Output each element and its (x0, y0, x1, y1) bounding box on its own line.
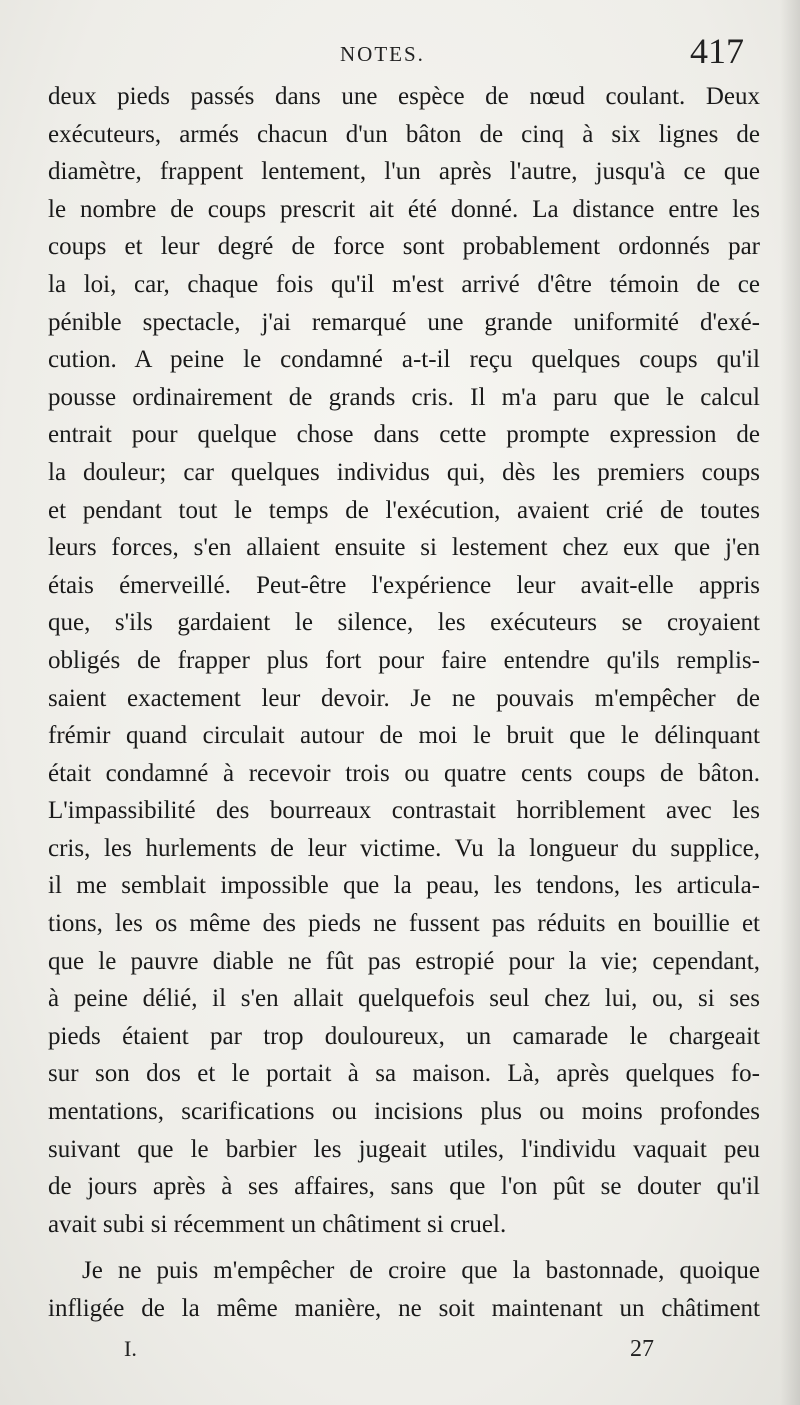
text-line: la douleur; car quelques individus qui, dès les premiers coups (48, 458, 760, 486)
text-line: que le pauvre diable ne fût pas estropié pour la vie; cependant, (48, 947, 760, 975)
gathering-number: 27 (630, 1336, 654, 1362)
text-line: à peine délié, il s'en allait quelquefois seul chez lui, ou, si ses (48, 985, 760, 1013)
text-line: suivant que le barbier les jugeait utiles, l'individu vaquait peu (48, 1135, 760, 1163)
text-line: était condamné à recevoir trois ou quatre cents coups de bâton. (48, 759, 760, 787)
text-line: pénible spectacle, j'ai remarqué une grande uniformité d'exé- (48, 308, 760, 336)
text-line: L'impassibilité des bourreaux contrastait horriblement avec les (48, 797, 760, 825)
text-line: que, s'ils gardaient le silence, les exécuteurs se croyaient (48, 609, 760, 637)
text-line: diamètre, frappent lentement, l'un après l'autre, jusqu'à ce que (48, 158, 760, 186)
running-head: NOTES. (340, 42, 425, 66)
text-line: tions, les os même des pieds ne fussent pas réduits en bouillie et (48, 910, 760, 938)
text-line: pieds étaient par trop douloureux, un camarade le chargeait (48, 1022, 760, 1050)
page-edge-shadow (780, 0, 800, 1405)
text-line: obligés de frapper plus fort pour faire entendre qu'ils remplis- (48, 646, 760, 674)
text-line: et pendant tout le temps de l'exécution, avaient crié de toutes (48, 496, 760, 524)
text-line: mentations, scarifications ou incisions plus ou moins profondes (48, 1098, 760, 1126)
text-line: coups et leur degré de force sont probablement ordonnés par (48, 233, 760, 261)
page-header (0, 30, 800, 80)
text-line: Je ne puis m'empêcher de croire que la bastonnade, quoique (82, 1257, 760, 1285)
text-line: étais émerveillé. Peut-être l'expérience leur avait-elle appris (48, 571, 760, 599)
text-line: il me semblait impossible que la peau, les tendons, les articula- (48, 872, 760, 900)
text-line: le nombre de coups prescrit ait été donné. La distance entre les (48, 195, 760, 223)
text-line: deux pieds passés dans une espèce de nœud coulant. Deux (48, 83, 760, 110)
paragraph-gap (48, 1243, 760, 1252)
text-line: cris, les hurlements de leur victime. Vu la longueur du supplice, (48, 834, 760, 862)
text-line: de jours après à ses affaires, sans que l'on pût se douter qu'il (48, 1173, 760, 1201)
page-footer (0, 1332, 800, 1372)
text-line: exécuteurs, armés chacun d'un bâton de cinq à six lignes de (48, 120, 760, 148)
text-line: avait subi si récemment un châtiment si cruel. (48, 1210, 507, 1238)
body-text (48, 78, 760, 1328)
signature-mark: I. (124, 1336, 137, 1361)
text-line: saient exactement leur devoir. Je ne pouvais m'empêcher de (48, 684, 760, 712)
paragraph-1 (48, 78, 760, 1243)
text-line: frémir quand circulait autour de moi le bruit que le délinquant (48, 722, 760, 750)
page-number: 417 (690, 31, 744, 71)
text-line: leurs forces, s'en allaient ensuite si lestement chez eux que j'en (48, 534, 760, 562)
text-line: sur son dos et le portait à sa maison. Là, après quelques fo- (48, 1060, 760, 1088)
text-line: infligée de la même manière, ne soit maintenant un châtiment (48, 1295, 760, 1322)
text-line: la loi, car, chaque fois qu'il m'est arrivé d'être témoin de ce (48, 270, 760, 298)
text-line: cution. A peine le condamné a-t-il reçu quelques coups qu'il (48, 346, 760, 374)
text-line: pousse ordinairement de grands cris. Il m'a paru que le calcul (48, 383, 760, 411)
paragraph-2 (48, 1252, 760, 1327)
text-line: entrait pour quelque chose dans cette prompte expression de (48, 421, 760, 449)
